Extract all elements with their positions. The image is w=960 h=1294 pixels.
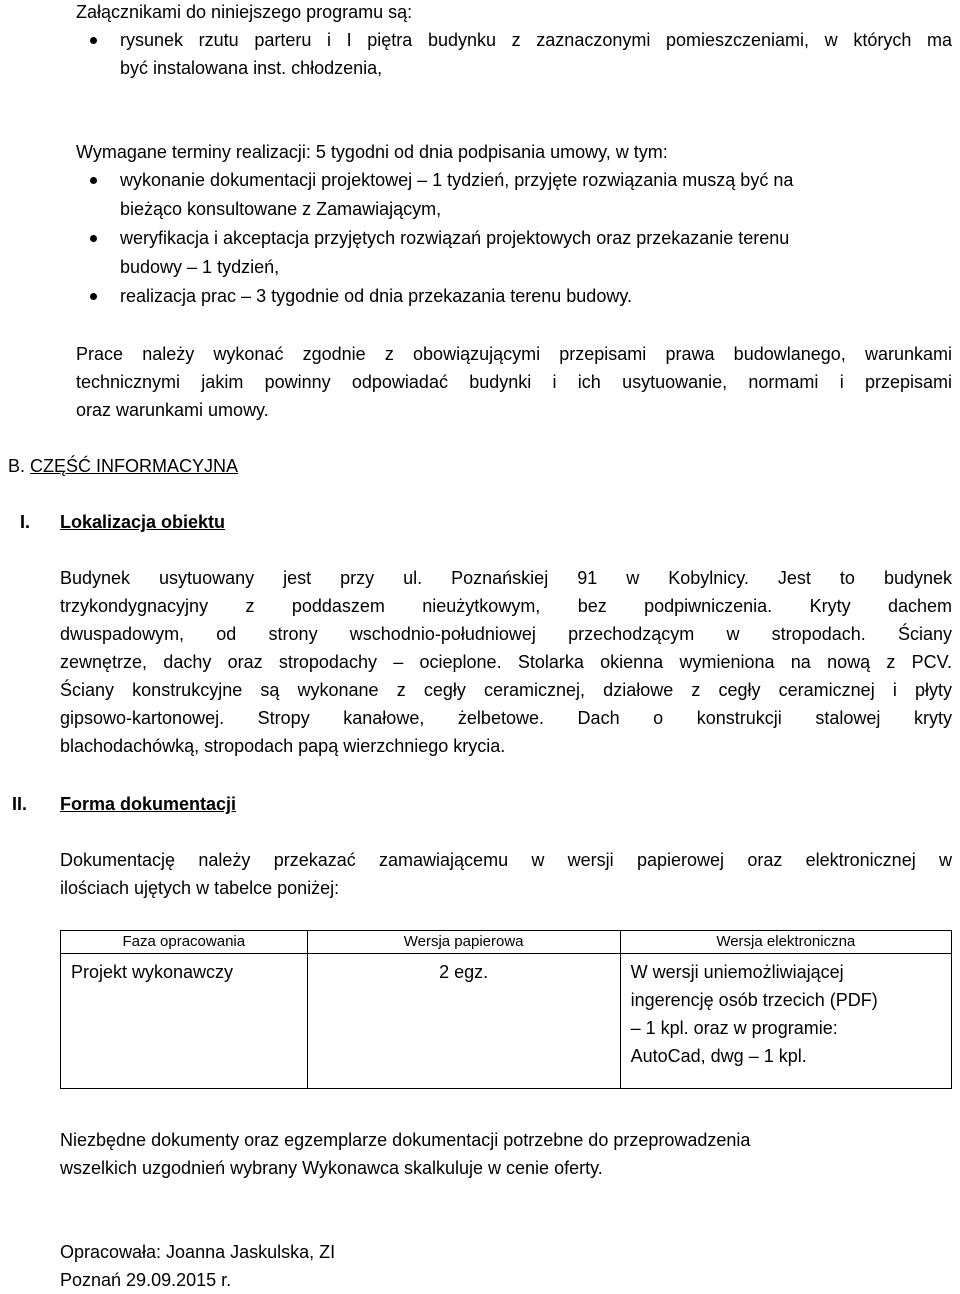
place-date: Poznań 29.09.2015 r.	[60, 1270, 232, 1290]
documentation-intro-line: Dokumentację należy przekazać zamawiającemu w wersji papierowej oraz elektronicznej w	[60, 850, 952, 870]
deadline-item-line: budowy – 1 tydzień,	[120, 257, 280, 277]
location-paragraph-line: blachodachówką, stropodach papą wierzchniego krycia.	[60, 736, 506, 756]
section-2-number: II.	[12, 794, 28, 814]
deadline-item-line: bieżąco konsultowane z Zamawiającym,	[120, 199, 442, 219]
author-signature: Opracowała: Joanna Jaskulska, ZI	[60, 1242, 336, 1262]
location-paragraph-line: zewnętrze, dachy oraz stropodachy – ocieplone. Stolarka okienna wymieniona na nową z PCV.	[60, 652, 952, 672]
documentation-intro-line: ilościach ujętych w tabelce poniżej:	[60, 878, 340, 898]
bullet-icon	[90, 293, 97, 300]
location-paragraph-line: trzykondygnacyjny z poddaszem nieużytkowym, bez podpiwniczenia. Kryty dachem	[60, 596, 952, 616]
deadline-item-line: weryfikacja i akceptacja przyjętych rozwiązań projektowych oraz przekazanie terenu	[120, 228, 790, 248]
table-header-phase: Faza opracowania	[61, 931, 308, 954]
deadline-item-line: wykonanie dokumentacji projektowej – 1 tydzień, przyjęte rozwiązania muszą być na	[120, 170, 794, 190]
location-paragraph-line: Ściany konstrukcyjne są wykonane z cegły ceramicznej, działowe z cegły ceramicznej i płyty	[60, 680, 952, 700]
attachment-item-line: rysunek rzutu parteru i I piętra budynku z zaznaczonymi pomieszczeniami, w których ma	[120, 30, 952, 50]
section-b-prefix: B.	[8, 456, 26, 476]
bullet-icon	[90, 235, 97, 242]
electronic-line: AutoCad, dwg – 1 kpl.	[630, 1046, 807, 1066]
table-header-electronic: Wersja elektroniczna	[620, 931, 951, 954]
electronic-line: W wersji uniemożliwiającej	[630, 962, 844, 982]
table-cell-paper: 2 egz.	[307, 954, 620, 1089]
deadline-item-line: realizacja prac – 3 tygodnie od dnia przekazania terenu budowy.	[120, 286, 632, 306]
bullet-icon	[90, 37, 97, 44]
section-2-title: Forma dokumentacji	[60, 794, 237, 814]
table-cell-electronic	[620, 954, 951, 1089]
attachment-item-line: być instalowana inst. chłodzenia,	[120, 58, 383, 78]
location-paragraph-line: gipsowo-kartonowej. Stropy kanałowe, żelbetowe. Dach o konstrukcji stalowej kryty	[60, 708, 952, 728]
location-paragraph-line: dwuspadowym, od strony wschodnio-południowej przechodzącym w stropodach. Ściany	[60, 624, 952, 644]
deadlines-intro: Wymagane terminy realizacji: 5 tygodni od dnia podpisania umowy, w tym:	[76, 142, 668, 162]
compliance-paragraph-line: Prace należy wykonać zgodnie z obowiązującymi przepisami prawa budowlanego, warunkami	[76, 344, 952, 364]
closing-paragraph-line: wszelkich uzgodnień wybrany Wykonawca skalkuluje w cenie oferty.	[60, 1158, 603, 1178]
documentation-table	[60, 930, 952, 1089]
electronic-line: – 1 kpl. oraz w programie:	[630, 1018, 838, 1038]
electronic-line: ingerencję osób trzecich (PDF)	[630, 990, 878, 1010]
section-1-number: I.	[20, 512, 31, 532]
compliance-paragraph-line: technicznymi jakim powinny odpowiadać budynki i ich usytuowanie, normami i przepisami	[76, 372, 952, 392]
section-b-title: CZĘŚĆ INFORMACYJNA	[30, 456, 239, 476]
compliance-paragraph-line: oraz warunkami umowy.	[76, 400, 269, 420]
closing-paragraph-line: Niezbędne dokumenty oraz egzemplarze dokumentacji potrzebne do przeprowadzenia	[60, 1130, 751, 1150]
table-row	[61, 954, 952, 1089]
table-cell-phase: Projekt wykonawczy	[61, 954, 308, 1089]
section-b-heading	[8, 452, 238, 480]
table-header-row	[61, 931, 952, 954]
table-header-paper: Wersja papierowa	[307, 931, 620, 954]
section-1-title: Lokalizacja obiektu	[60, 512, 226, 532]
bullet-icon	[90, 177, 97, 184]
location-paragraph-line: Budynek usytuowany jest przy ul. Poznańskiej 91 w Kobylnicy. Jest to budynek	[60, 568, 952, 588]
attachments-intro: Załącznikami do niniejszego programu są:	[76, 2, 413, 22]
